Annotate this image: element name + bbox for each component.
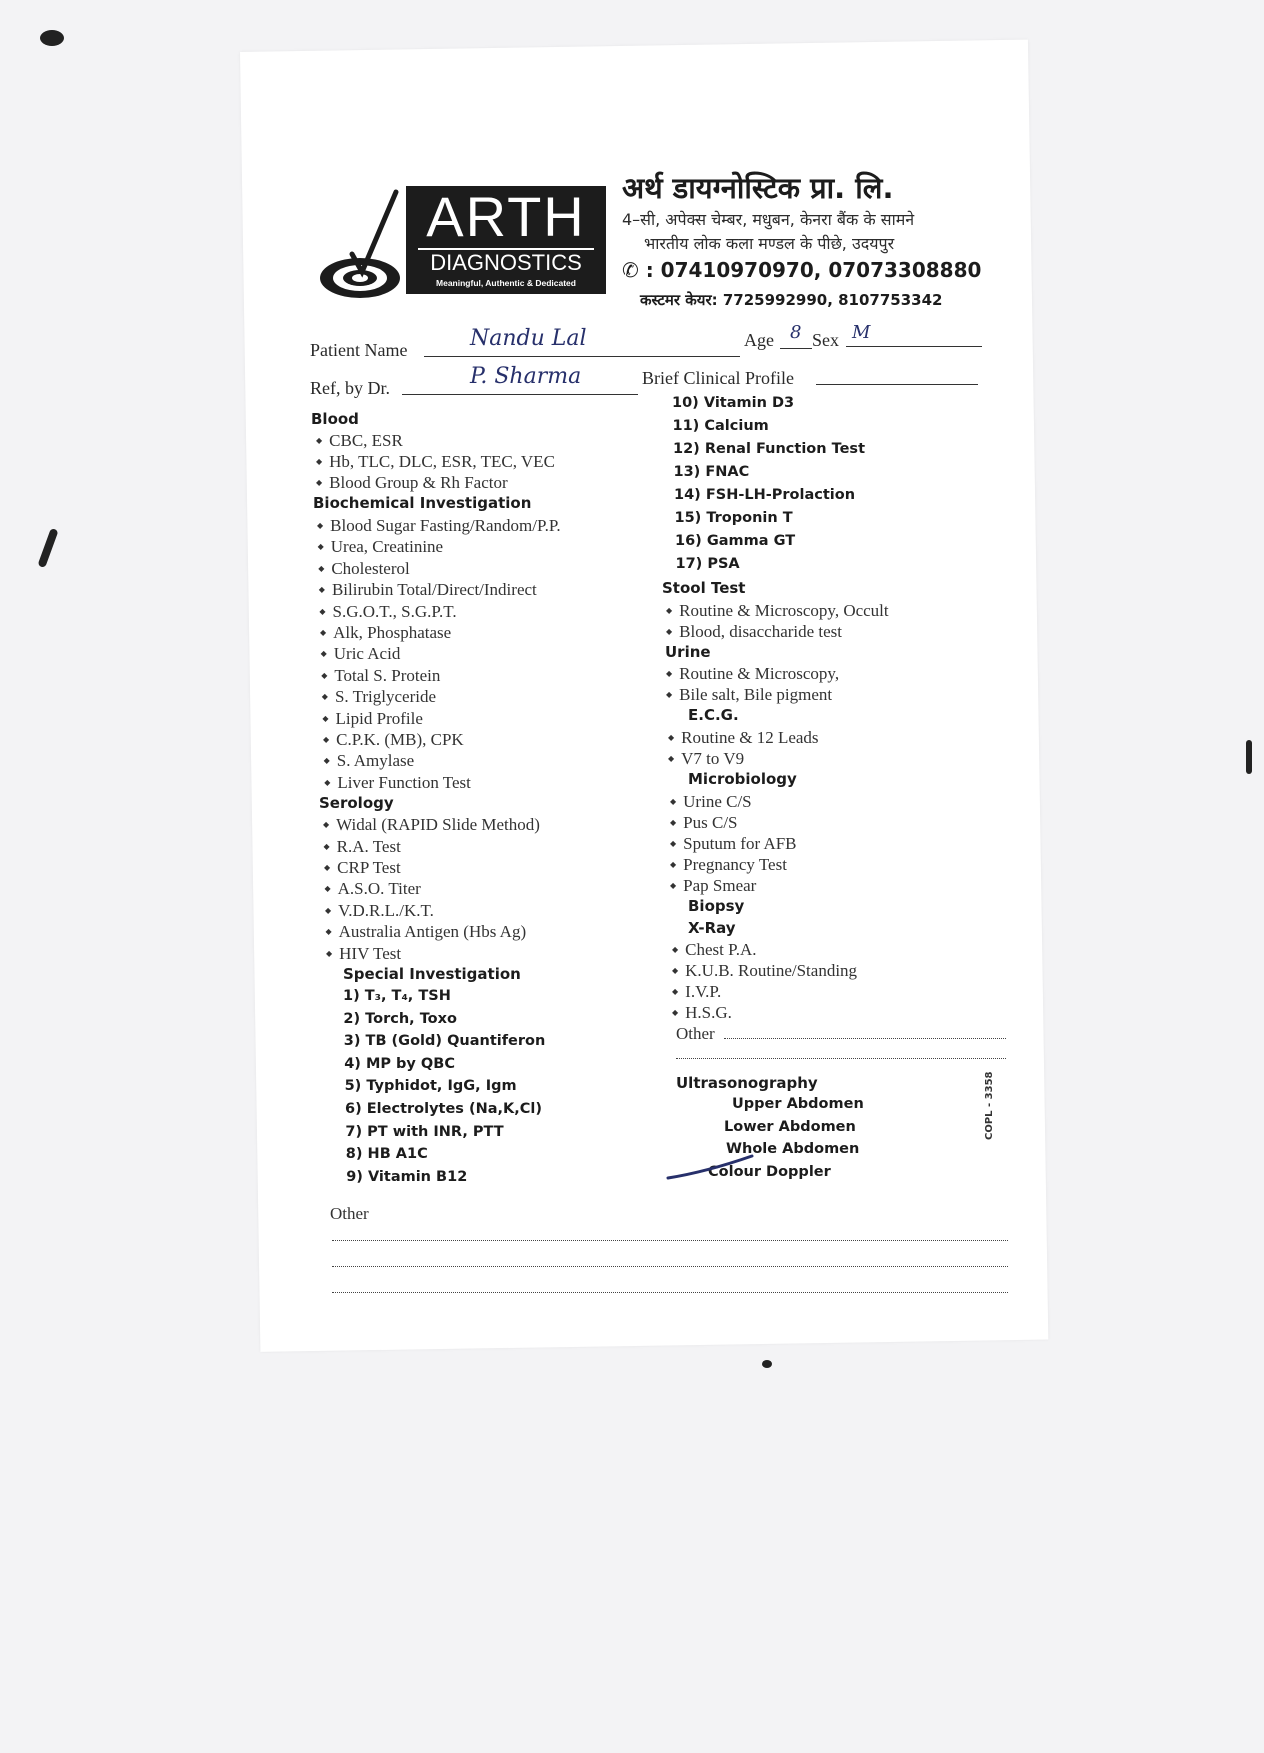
biochem-test-item[interactable]: ◆ S.G.O.T., S.G.P.T.: [319, 602, 456, 622]
microbiology-test-item[interactable]: ◆ Sputum for AFB: [670, 834, 797, 854]
ref-dr-line[interactable]: [402, 394, 638, 395]
other-line-1[interactable]: [332, 1240, 1008, 1241]
special-heading: Special Investigation: [343, 965, 521, 983]
special-test-item[interactable]: 6) Electrolytes (Na,K,Cl): [345, 1101, 543, 1117]
target-icon: [318, 172, 408, 300]
ultrasonography-item[interactable]: Lower Abdomen: [724, 1118, 856, 1135]
xray-test-item[interactable]: ◆ I.V.P.: [672, 982, 721, 1002]
clinical-profile-label: Brief Clinical Profile: [642, 368, 794, 388]
sex-line[interactable]: [846, 346, 982, 347]
age-line[interactable]: [780, 348, 812, 349]
microbiology-test-item[interactable]: ◆ Pap Smear: [670, 876, 756, 896]
address-line-2: भारतीय लोक कला मण्डल के पीछे, उदयपुर: [644, 234, 895, 253]
logo-tagline: Meaningful, Authentic & Dedicated: [436, 278, 576, 288]
other-line-2[interactable]: [332, 1266, 1008, 1267]
right-other-line[interactable]: [724, 1038, 1006, 1039]
ref-dr-label: Ref, by Dr.: [310, 378, 390, 398]
numbered-test-item[interactable]: 12) Renal Function Test: [673, 441, 865, 457]
ultrasonography-item[interactable]: Whole Abdomen: [726, 1141, 860, 1157]
serology-test-item[interactable]: ◆ Widal (RAPID Slide Method): [323, 815, 540, 835]
microbiology-test-item[interactable]: ◆ Pus C/S: [670, 813, 738, 833]
patient-name-line[interactable]: [424, 356, 740, 357]
numbered-test-item[interactable]: 17) PSA: [675, 556, 740, 572]
blood-test-item[interactable]: ◆ Hb, TLC, DLC, ESR, TEC, VEC: [316, 452, 555, 472]
stool-test-item[interactable]: ◆ Blood, disaccharide test: [666, 622, 842, 642]
age-value: 8: [790, 322, 802, 343]
biochem-test-item[interactable]: ◆ C.P.K. (MB), CPK: [323, 730, 464, 750]
biochem-test-item[interactable]: ◆ Uric Acid: [321, 644, 401, 664]
microbiology-heading: Microbiology: [688, 770, 797, 788]
special-test-item[interactable]: 5) Typhidot, IgG, Igm: [344, 1078, 517, 1095]
numbered-test-item[interactable]: 15) Troponin T: [674, 510, 793, 526]
special-test-item[interactable]: 3) TB (Gold) Quantiferon: [343, 1033, 546, 1050]
ecg-test-item[interactable]: ◆ Routine & 12 Leads: [668, 728, 819, 748]
ecg-heading: E.C.G.: [688, 706, 739, 724]
serology-test-item[interactable]: ◆ R.A. Test: [324, 837, 401, 857]
xray-test-item[interactable]: ◆ H.S.G.: [672, 1003, 732, 1023]
clinical-profile-line[interactable]: [816, 384, 978, 385]
biochem-test-item[interactable]: ◆ Liver Function Test: [324, 773, 471, 793]
lab-name-hindi: अर्थ डायग्नोस्टिक प्रा. लि.: [622, 171, 894, 205]
right-other-label[interactable]: Other: [676, 1024, 715, 1043]
special-test-item[interactable]: 8) HB A1C: [345, 1146, 428, 1163]
left-other-label: Other: [330, 1204, 369, 1223]
customer-care: कस्टमर केयर: 7725992990, 8107753342: [640, 291, 943, 309]
biochem-test-item[interactable]: ◆ Alk, Phosphatase: [320, 623, 451, 643]
logo-diagnostics: DIAGNOSTICS: [430, 250, 582, 275]
logo-arth: ARTH: [426, 185, 586, 248]
blood-test-item[interactable]: ◆ Blood Group & Rh Factor: [316, 473, 508, 493]
stool-test-item[interactable]: ◆ Routine & Microscopy, Occult: [666, 601, 889, 621]
tick-mark-icon: [666, 1152, 756, 1182]
special-test-item[interactable]: 9) Vitamin B12: [346, 1168, 468, 1185]
special-test-item[interactable]: 2) Torch, Toxo: [343, 1010, 457, 1027]
biochem-test-item[interactable]: ◆ S. Amylase: [324, 751, 415, 771]
biochem-test-item[interactable]: ◆ Blood Sugar Fasting/Random/P.P.: [317, 516, 561, 536]
urine-heading: Urine: [665, 643, 711, 661]
numbered-test-item[interactable]: 10) Vitamin D3: [672, 395, 795, 411]
serology-test-item[interactable]: ◆ Australia Antigen (Hbs Ag): [326, 922, 527, 942]
sex-value: M: [852, 322, 871, 343]
biochem-test-item[interactable]: ◆ Bilirubin Total/Direct/Indirect: [319, 580, 537, 600]
ultrasonography-heading: Ultrasonography: [676, 1074, 818, 1092]
right-other-line-2[interactable]: [676, 1058, 1006, 1059]
microbiology-test-item[interactable]: ◆ Urine C/S: [670, 792, 752, 812]
special-test-item[interactable]: 4) MP by QBC: [344, 1055, 455, 1072]
copl-code: COPL - 3358: [984, 1071, 995, 1140]
blood-test-item[interactable]: ◆ CBC, ESR: [316, 431, 403, 451]
blood-heading: Blood: [311, 410, 359, 428]
urine-test-item[interactable]: ◆ Routine & Microscopy,: [666, 664, 839, 684]
microbiology-test-item[interactable]: ◆ Pregnancy Test: [670, 855, 787, 875]
biochem-heading: Biochemical Investigation: [313, 494, 532, 512]
scan-speck: [40, 30, 64, 46]
patient-name-value: Nandu Lal: [470, 326, 587, 351]
urine-test-item[interactable]: ◆ Bile salt, Bile pigment: [666, 685, 832, 705]
other-line-3[interactable]: [332, 1292, 1008, 1293]
scan-speck: [762, 1360, 772, 1368]
scan-speck: [37, 528, 58, 568]
biochem-test-item[interactable]: ◆ Total S. Protein: [321, 666, 440, 686]
serology-test-item[interactable]: ◆ HIV Test: [326, 944, 401, 964]
numbered-test-item[interactable]: 11) Calcium: [672, 418, 769, 434]
biochem-test-item[interactable]: ◆ Cholesterol: [318, 559, 410, 579]
sex-label: Sex: [812, 330, 839, 350]
xray-test-item[interactable]: ◆ K.U.B. Routine/Standing: [672, 961, 857, 981]
ultrasonography-item[interactable]: Upper Abdomen: [732, 1096, 864, 1112]
xray-heading: X-Ray: [688, 919, 736, 937]
special-test-item[interactable]: 1) T₃, T₄, TSH: [343, 988, 451, 1004]
biochem-test-item[interactable]: ◆ S. Triglyceride: [322, 687, 436, 707]
address-line-1: 4–सी, अपेक्स चेम्बर, मधुबन, केनरा बैंक के सामने: [622, 210, 915, 229]
numbered-test-item[interactable]: 16) Gamma GT: [675, 533, 796, 549]
age-label: Age: [744, 330, 774, 350]
numbered-test-item[interactable]: 14) FSH-LH-Prolaction: [674, 487, 856, 503]
serology-test-item[interactable]: ◆ A.S.O. Titer: [325, 879, 421, 899]
arth-logo: [318, 172, 608, 300]
ultrasonography-item[interactable]: Colour Doppler: [708, 1163, 831, 1180]
scan-speck: [1246, 740, 1252, 774]
serology-test-item[interactable]: ◆ V.D.R.L./K.T.: [325, 901, 434, 921]
serology-test-item[interactable]: ◆ CRP Test: [324, 858, 401, 878]
special-test-item[interactable]: 7) PT with INR, PTT: [345, 1123, 504, 1140]
biopsy-heading: Biopsy: [688, 897, 745, 915]
serology-heading: Serology: [319, 794, 394, 813]
biochem-test-item[interactable]: ◆ Urea, Creatinine: [318, 537, 444, 557]
patient-name-label: Patient Name: [310, 340, 408, 360]
phone-numbers: ✆ : 07410970970, 07073308880: [622, 258, 982, 282]
biochem-test-item[interactable]: ◆ Lipid Profile: [322, 709, 423, 729]
ecg-test-item[interactable]: ◆ V7 to V9: [668, 749, 744, 769]
stool-heading: Stool Test: [662, 579, 746, 597]
numbered-test-item[interactable]: 13) FNAC: [673, 464, 750, 480]
ref-dr-value: P. Sharma: [470, 364, 582, 389]
xray-test-item[interactable]: ◆ Chest P.A.: [672, 940, 756, 960]
